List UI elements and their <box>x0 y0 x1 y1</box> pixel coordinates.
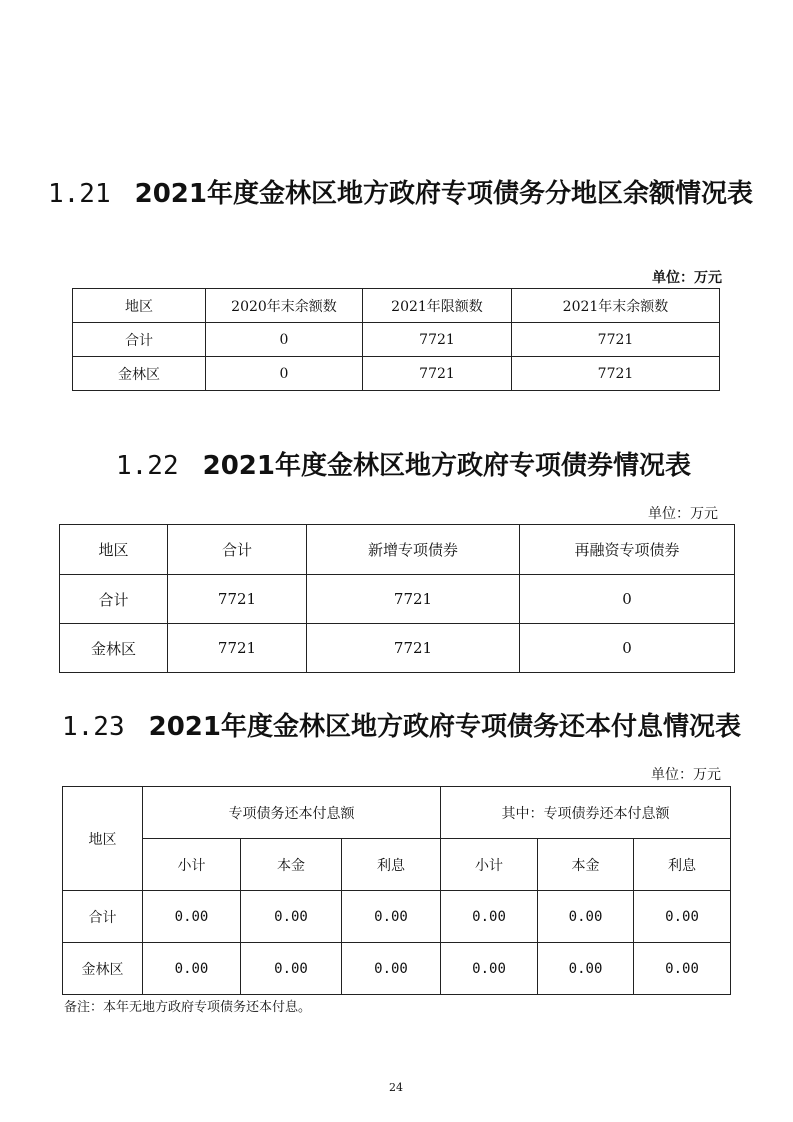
table-123-cell-value: 0.00 <box>143 943 241 995</box>
table-123-sub-header-row <box>63 839 731 891</box>
section-121-unit: 单位：万元 <box>652 270 722 286</box>
section-123-title-text: 2021年度金林区地方政府专项债务还本付息情况表 <box>148 712 741 742</box>
section-123-unit: 单位：万元 <box>651 767 721 783</box>
table-122-cell-value: 0 <box>520 575 735 624</box>
table-122-cell-region: 金林区 <box>60 624 168 673</box>
section-122-title-text: 2021年度金林区地方政府专项债券情况表 <box>202 451 691 481</box>
table-122-header-row <box>60 525 735 575</box>
table-123-cell-region: 合计 <box>63 891 143 943</box>
table-123-cell-value: 0.00 <box>538 943 634 995</box>
table-121-cell-value: 7721 <box>363 323 512 357</box>
table-121-cell-value: 7721 <box>512 323 720 357</box>
table-123-cell-value: 0.00 <box>441 943 538 995</box>
section-121-number: 1.21 <box>48 179 111 209</box>
section-122-unit: 单位：万元 <box>648 506 718 522</box>
table-123-cell-value: 0.00 <box>143 891 241 943</box>
table-122-cell-value: 7721 <box>168 575 307 624</box>
table-123-cell-value: 0.00 <box>241 943 342 995</box>
table-121-cell-region: 金林区 <box>73 357 206 391</box>
table-123-header-region: 地区 <box>63 787 143 891</box>
table-121-cell-value: 0 <box>206 357 363 391</box>
table-row <box>73 357 720 391</box>
table-123-cell-value: 0.00 <box>342 943 441 995</box>
table-121-cell-value: 7721 <box>363 357 512 391</box>
table-123-header-interest: 利息 <box>342 839 441 891</box>
table-121 <box>72 288 720 391</box>
table-121-cell-value: 0 <box>206 323 363 357</box>
table-123-header-subtotal: 小计 <box>143 839 241 891</box>
table-123-header-principal: 本金 <box>538 839 634 891</box>
table-123 <box>62 786 731 995</box>
table-121-header-2020-balance: 2020年末余额数 <box>206 289 363 323</box>
table-122-header-refinancing-bonds: 再融资专项债券 <box>520 525 735 575</box>
table-122-header-region: 地区 <box>60 525 168 575</box>
table-123-cell-value: 0.00 <box>538 891 634 943</box>
table-121-header-2021-balance: 2021年末余额数 <box>512 289 720 323</box>
table-123-header-subtotal: 小计 <box>441 839 538 891</box>
table-123-cell-value: 0.00 <box>441 891 538 943</box>
table-123-cell-value: 0.00 <box>634 943 731 995</box>
table-121-header-region: 地区 <box>73 289 206 323</box>
table-row <box>60 624 735 673</box>
table-123-header-debt-repayment: 专项债务还本付息额 <box>143 787 441 839</box>
table-123-header-interest: 利息 <box>634 839 731 891</box>
table-122-cell-value: 7721 <box>168 624 307 673</box>
table-122-cell-value: 7721 <box>307 624 520 673</box>
section-121-title-text: 2021年度金林区地方政府专项债务分地区余额情况表 <box>134 179 753 209</box>
table-row <box>73 323 720 357</box>
table-123-cell-value: 0.00 <box>342 891 441 943</box>
section-123-number: 1.23 <box>62 712 125 742</box>
table-122-header-new-bonds: 新增专项债券 <box>307 525 520 575</box>
section-123-note: 备注：本年无地方政府专项债务还本付息。 <box>64 1000 312 1015</box>
page-number: 24 <box>389 1081 403 1094</box>
table-122-cell-value: 7721 <box>307 575 520 624</box>
section-122-title <box>116 450 691 482</box>
table-121-cell-value: 7721 <box>512 357 720 391</box>
table-123-cell-value: 0.00 <box>634 891 731 943</box>
section-123-title <box>62 711 741 743</box>
table-122-cell-value: 0 <box>520 624 735 673</box>
table-123-header-principal: 本金 <box>241 839 342 891</box>
section-122-number: 1.22 <box>116 451 179 481</box>
table-123-cell-value: 0.00 <box>241 891 342 943</box>
table-122 <box>59 524 735 673</box>
table-122-cell-region: 合计 <box>60 575 168 624</box>
table-123-header-bond-repayment: 其中：专项债券还本付息额 <box>441 787 731 839</box>
table-121-cell-region: 合计 <box>73 323 206 357</box>
section-121-title <box>48 178 753 210</box>
table-122-header-total: 合计 <box>168 525 307 575</box>
table-row <box>60 575 735 624</box>
table-121-header-row <box>73 289 720 323</box>
table-123-cell-region: 金林区 <box>63 943 143 995</box>
table-row <box>63 891 731 943</box>
table-123-group-header-row <box>63 787 731 839</box>
table-121-header-2021-limit: 2021年限额数 <box>363 289 512 323</box>
table-row <box>63 943 731 995</box>
